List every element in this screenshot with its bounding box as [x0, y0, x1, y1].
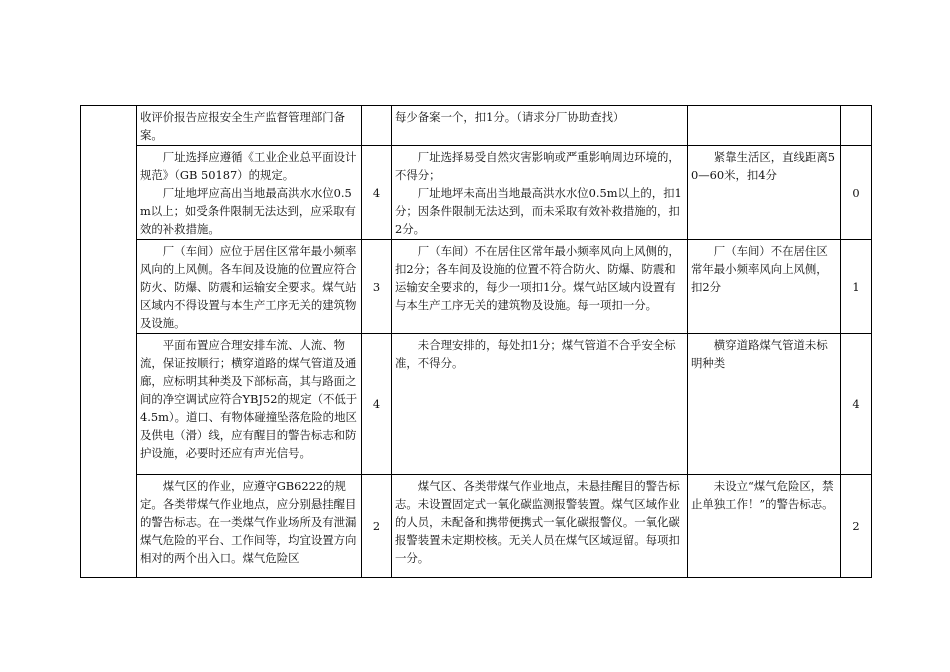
scoring-text: 厂址选择易受自然灾害影响或严重影响周边环境的，不得分； — [395, 150, 680, 182]
score-cell: 1 — [841, 240, 872, 334]
category-cell — [81, 106, 137, 578]
finding-cell — [688, 334, 841, 475]
score-cell: 0 — [841, 146, 872, 240]
scoring-cell — [392, 240, 688, 334]
requirement-cell — [137, 475, 362, 578]
table-row — [81, 146, 872, 240]
requirement-text: 厂（车间）应位于居住区常年最小频率风向的上风侧。各车间及设施的位置应符合防火、防爆、防震和运输安全要求。煤气站区域内不得设置与本生产工序无关的建筑物及设施。 — [140, 244, 357, 330]
requirement-text: 煤气区的作业，应遵守GB6222的规定。各类带煤气作业地点，应分别悬挂醒目的警告标志。在一类煤气作业场所及有泄漏煤气危险的平台、工作间等，均宜设置方向相对的两个出入口。煤气危险区 — [140, 479, 357, 565]
requirement-text: 收评价报告应报安全生产监督管理部门备案。 — [140, 110, 346, 142]
scoring-cell — [392, 334, 688, 475]
finding-text: 横穿道路煤气管道未标明种类 — [691, 338, 828, 370]
requirement-text: 厂址选择应遵循《工业企业总平面设计规范》（GB 50187）的规定。 — [140, 150, 357, 182]
points-cell: 2 — [362, 475, 392, 578]
table-row — [81, 475, 872, 578]
points-cell: 4 — [362, 146, 392, 240]
points-cell: 3 — [362, 240, 392, 334]
inspection-table — [80, 105, 872, 578]
scoring-text: 煤气区、各类带煤气作业地点，未悬挂醒目的警告标志。未设置固定式一氧化碳监测报警装置。煤气区域作业的人员，未配备和携带便携式一氧化碳报警仪。一氧化碳报警装置未定期校核。无关人员在煤气区域逗留。每项扣一分。 — [395, 479, 680, 565]
scoring-cell — [392, 146, 688, 240]
scoring-text: 每少备案一个，扣1分。（请求分厂协助查找） — [395, 110, 625, 124]
finding-cell — [688, 475, 841, 578]
points-cell: 4 — [362, 334, 392, 475]
scoring-text: 厂址地坪未高出当地最高洪水水位0.5m以上的，扣1分；因条件限制无法达到，而未采取有效补救措施的，扣2分。 — [395, 186, 682, 236]
scoring-cell — [392, 106, 688, 146]
requirement-cell — [137, 334, 362, 475]
table-row — [81, 240, 872, 334]
finding-cell — [688, 240, 841, 334]
score-cell: 2 — [841, 475, 872, 578]
table-row — [81, 106, 872, 146]
score-cell: 4 — [841, 334, 872, 475]
scoring-cell — [392, 475, 688, 578]
finding-text: 未设立“煤气危险区，禁止单独工作！”的警告标志。 — [691, 479, 834, 511]
finding-text: 紧靠生活区，直线距离50—60米，扣4分 — [691, 150, 835, 182]
requirement-cell — [137, 106, 362, 146]
scoring-text: 厂（车间）不在居住区常年最小频率风向上风侧的，扣2分；各车间及设施的位置不符合防火、防爆、防震和运输安全要求的，每少一项扣1分。煤气站区域内设置有与本生产工序无关的建筑物及设施。每一项扣一分。 — [395, 244, 680, 312]
scoring-text: 未合理安排的，每处扣1分；煤气管道不合乎安全标准，不得分。 — [395, 338, 676, 370]
score-cell — [841, 106, 872, 146]
requirement-text: 平面布置应合理安排车流、人流、物流，保证按顺行；横穿道路的煤气管道及通廊，应标明其种类及下部标高，其与路面之间的净空调试应符合YBJ52的规定（不低于4.5m）。道口、有物体碰撞坠落危险的地区及供电（滑）线，应有醒目的警告标志和防护设施，必要时还应有声光信号。 — [140, 338, 358, 460]
requirement-cell — [137, 146, 362, 240]
table-row — [81, 334, 872, 475]
requirement-cell — [137, 240, 362, 334]
finding-text: 厂（车间）不在居住区常年最小频率风向上风侧，扣2分 — [691, 244, 828, 294]
points-cell — [362, 106, 392, 146]
finding-cell — [688, 106, 841, 146]
requirement-text: 厂址地坪应高出当地最高洪水水位0.5m以上；如受条件限制无法达到，应采取有效的补救措施。 — [140, 186, 356, 236]
finding-cell — [688, 146, 841, 240]
